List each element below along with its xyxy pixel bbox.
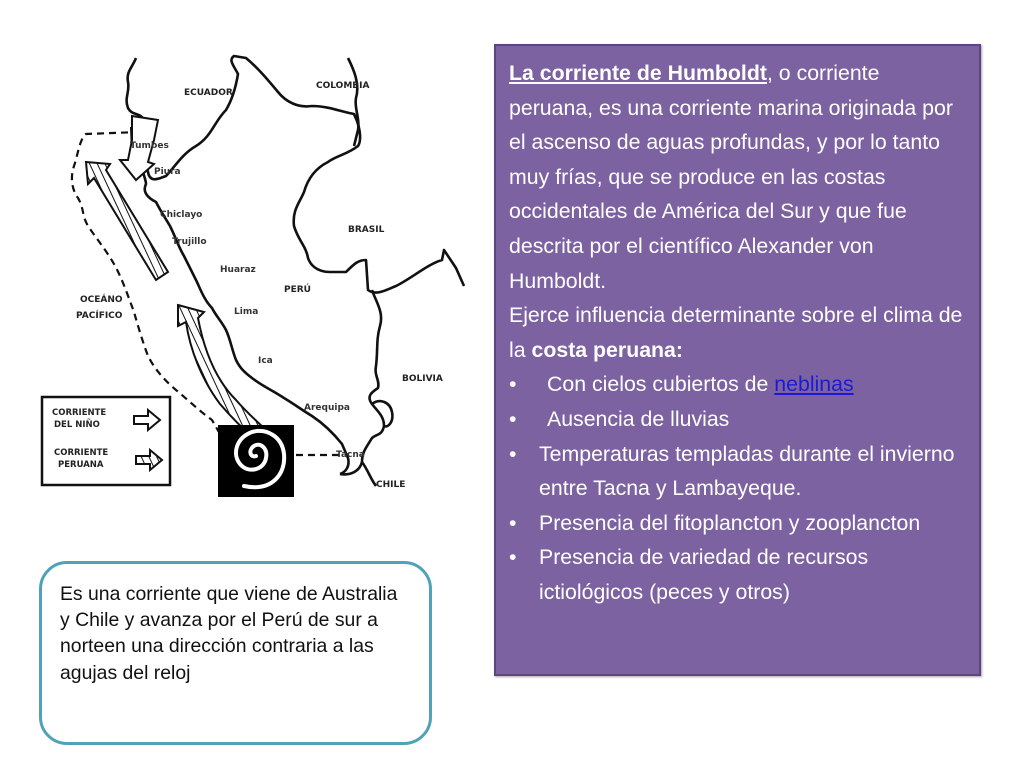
bullet-icon: • [509,545,517,570]
city-chiclayo: Chiclayo [160,210,203,220]
label-brasil: BRASIL [348,225,385,235]
spiral-icon [218,425,294,497]
bullet-item [509,367,967,402]
label-ecuador: ECUADOR [184,88,233,98]
bullet-text: Presencia del fitoplancton y zooplancton [539,510,921,535]
city-tumbes: Tumbes [130,141,169,151]
legend-peruana-1: CORRIENTE [54,448,109,458]
bullet-item [509,402,967,437]
info-title: La corriente de Humboldt [509,61,767,85]
humboldt-info-box [494,44,981,676]
bullet-item [509,437,967,506]
info-influence-bold: costa peruana: [531,337,683,362]
map-legend [42,397,170,485]
bullet-item [509,506,967,541]
city-piura: Piura [154,167,181,177]
city-ica: Ica [258,356,273,366]
label-chile: CHILE [376,480,406,490]
info-bullet-list [509,367,967,609]
city-huaraz: Huaraz [220,265,256,275]
current-direction-note [39,561,432,745]
label-bolivia: BOLIVIA [402,374,443,384]
legend-nino-2: DEL NIÑO [54,420,100,430]
city-trujillo: Trujillo [172,237,207,247]
legend-nino-1: CORRIENTE [52,408,107,418]
info-intro: , o corriente peruana, es una corriente marina originada por el ascenso de aguas profundas, y por lo tanto muy frías, que se produce en las costas occidentales de América del Sur y que fue descrita por el científico Alexander von Humboldt. [509,61,953,293]
bullet-icon: • [509,406,517,431]
bullet-icon: • [509,441,517,466]
info-intro-paragraph [509,56,967,298]
label-ocean-1: OCEÁNO [80,295,123,305]
map-borders [127,56,464,486]
label-ocean-2: PACÍFICO [76,311,123,321]
bullet-text: Ausencia de lluvias [547,406,730,431]
neblinas-link[interactable]: neblinas [774,372,854,397]
bullet-text: Temperaturas templadas durante el invierno entre Tacna y Lambayeque. [539,441,955,501]
bullet-text: Con cielos cubiertos de [547,372,775,397]
bullet-icon: • [509,372,517,397]
city-arequipa: Arequipa [304,403,350,413]
note-text: Es una corriente que viene de Australia y Chile y avanza por el Perú de sur a norteen una dirección contraria a las agujas del reloj [60,583,398,684]
info-influence-prefix: Ejerce influencia determinante sobre el clima de la [509,303,963,362]
city-tacna: Tacna [336,450,365,460]
bullet-item [509,540,967,609]
city-lima: Lima [234,307,259,317]
label-colombia: COLOMBIA [316,81,370,91]
label-peru: PERÚ [284,285,311,295]
info-influence-paragraph [509,298,967,367]
bullet-icon: • [509,510,517,535]
legend-peruana-2: PERUANA [58,460,104,470]
peru-currents-map [36,50,484,500]
bullet-text: Presencia de variedad de recursos ictiológicos (peces y otros) [539,545,869,604]
